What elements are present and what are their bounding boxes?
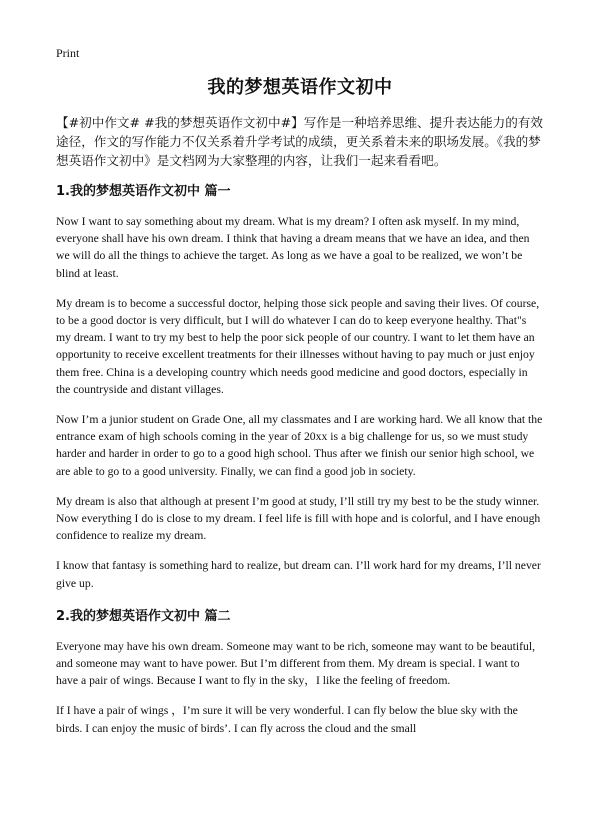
print-label: Print (56, 46, 80, 60)
section-heading-2: 2.我的梦想英语作文初中 篇二 (56, 608, 231, 624)
paragraph: Now I want to say something about my dream. What is my dream? I often ask myself. In my mind, everyone shall have his own dream. I think that having a dream means that we have an idea, and then we will do all the things to achieve the target. As long as we have a goal to be realized, we won’t be blind at least. (56, 215, 530, 280)
intro-paragraph: 【#初中作文# #我的梦想英语作文初中#】写作是一种培养思维、提升表达能力的有效途径，作文的写作能力不仅关系着升学考试的成绩，更关系着未来的职场发展。《我的梦想英语作文初中》是文档网为大家整理的内容，让我们一起来看看吧。 (56, 115, 543, 168)
paragraph: I know that fantasy is something hard to realize, but dream can. I’ll work hard for my dreams, I’ll never give up. (56, 559, 541, 590)
paragraph: My dream is to become a successful doctor, helping those sick people and saving their lives. Of course, to be a good doctor is very difficult, but I will do whatever I can do to keep everyone healthy. That"s my dream. I want to try my best to help the poor sick people of our country. I want to let them have an opportunity to receive excellent treatments for their illnesses without having to pay much or just enjoy them free. China is a developing country which needs good medicine and good doctors, especially in the countryside and distant villages. (56, 296, 540, 396)
paragraph: My dream is also that although at present I’m good at study, I’ll still try my best to be the study winner. Now everything I do is close to my dream. I feel life is fill with hope and is colorful, and I have enough confidence to realize my dream. (56, 494, 541, 543)
page-title: 我的梦想英语作文初中 (207, 77, 393, 98)
section-heading-1: 1.我的梦想英语作文初中 篇一 (56, 184, 231, 199)
paragraph: Now I’m a junior student on Grade One, all my classmates and I are working hard. We all know that the entrance exam of high schools coming in the year of 20xx is a big challenge for us, so we must study harder and harder in order to go to a good high school. Thus after we finish our senior high school, we are able to go to a good university. Finally, we can find a good job in society. (56, 413, 543, 478)
paragraph: If I have a pair of wings ，I’m sure it will be very wonderful. I can fly below the blue sky with the birds. I can enjoy the music of birds’. I can fly across the cloud and the small (56, 704, 518, 735)
paragraph: Everyone may have his own dream. Someone may want to be rich, someone may want to be beautiful, and someone may want to have power. But I’m different from them. My dream is special. I want to have a pair of wings. Because I want to fly in the sky，I like the feeling of freedom. (56, 639, 536, 688)
